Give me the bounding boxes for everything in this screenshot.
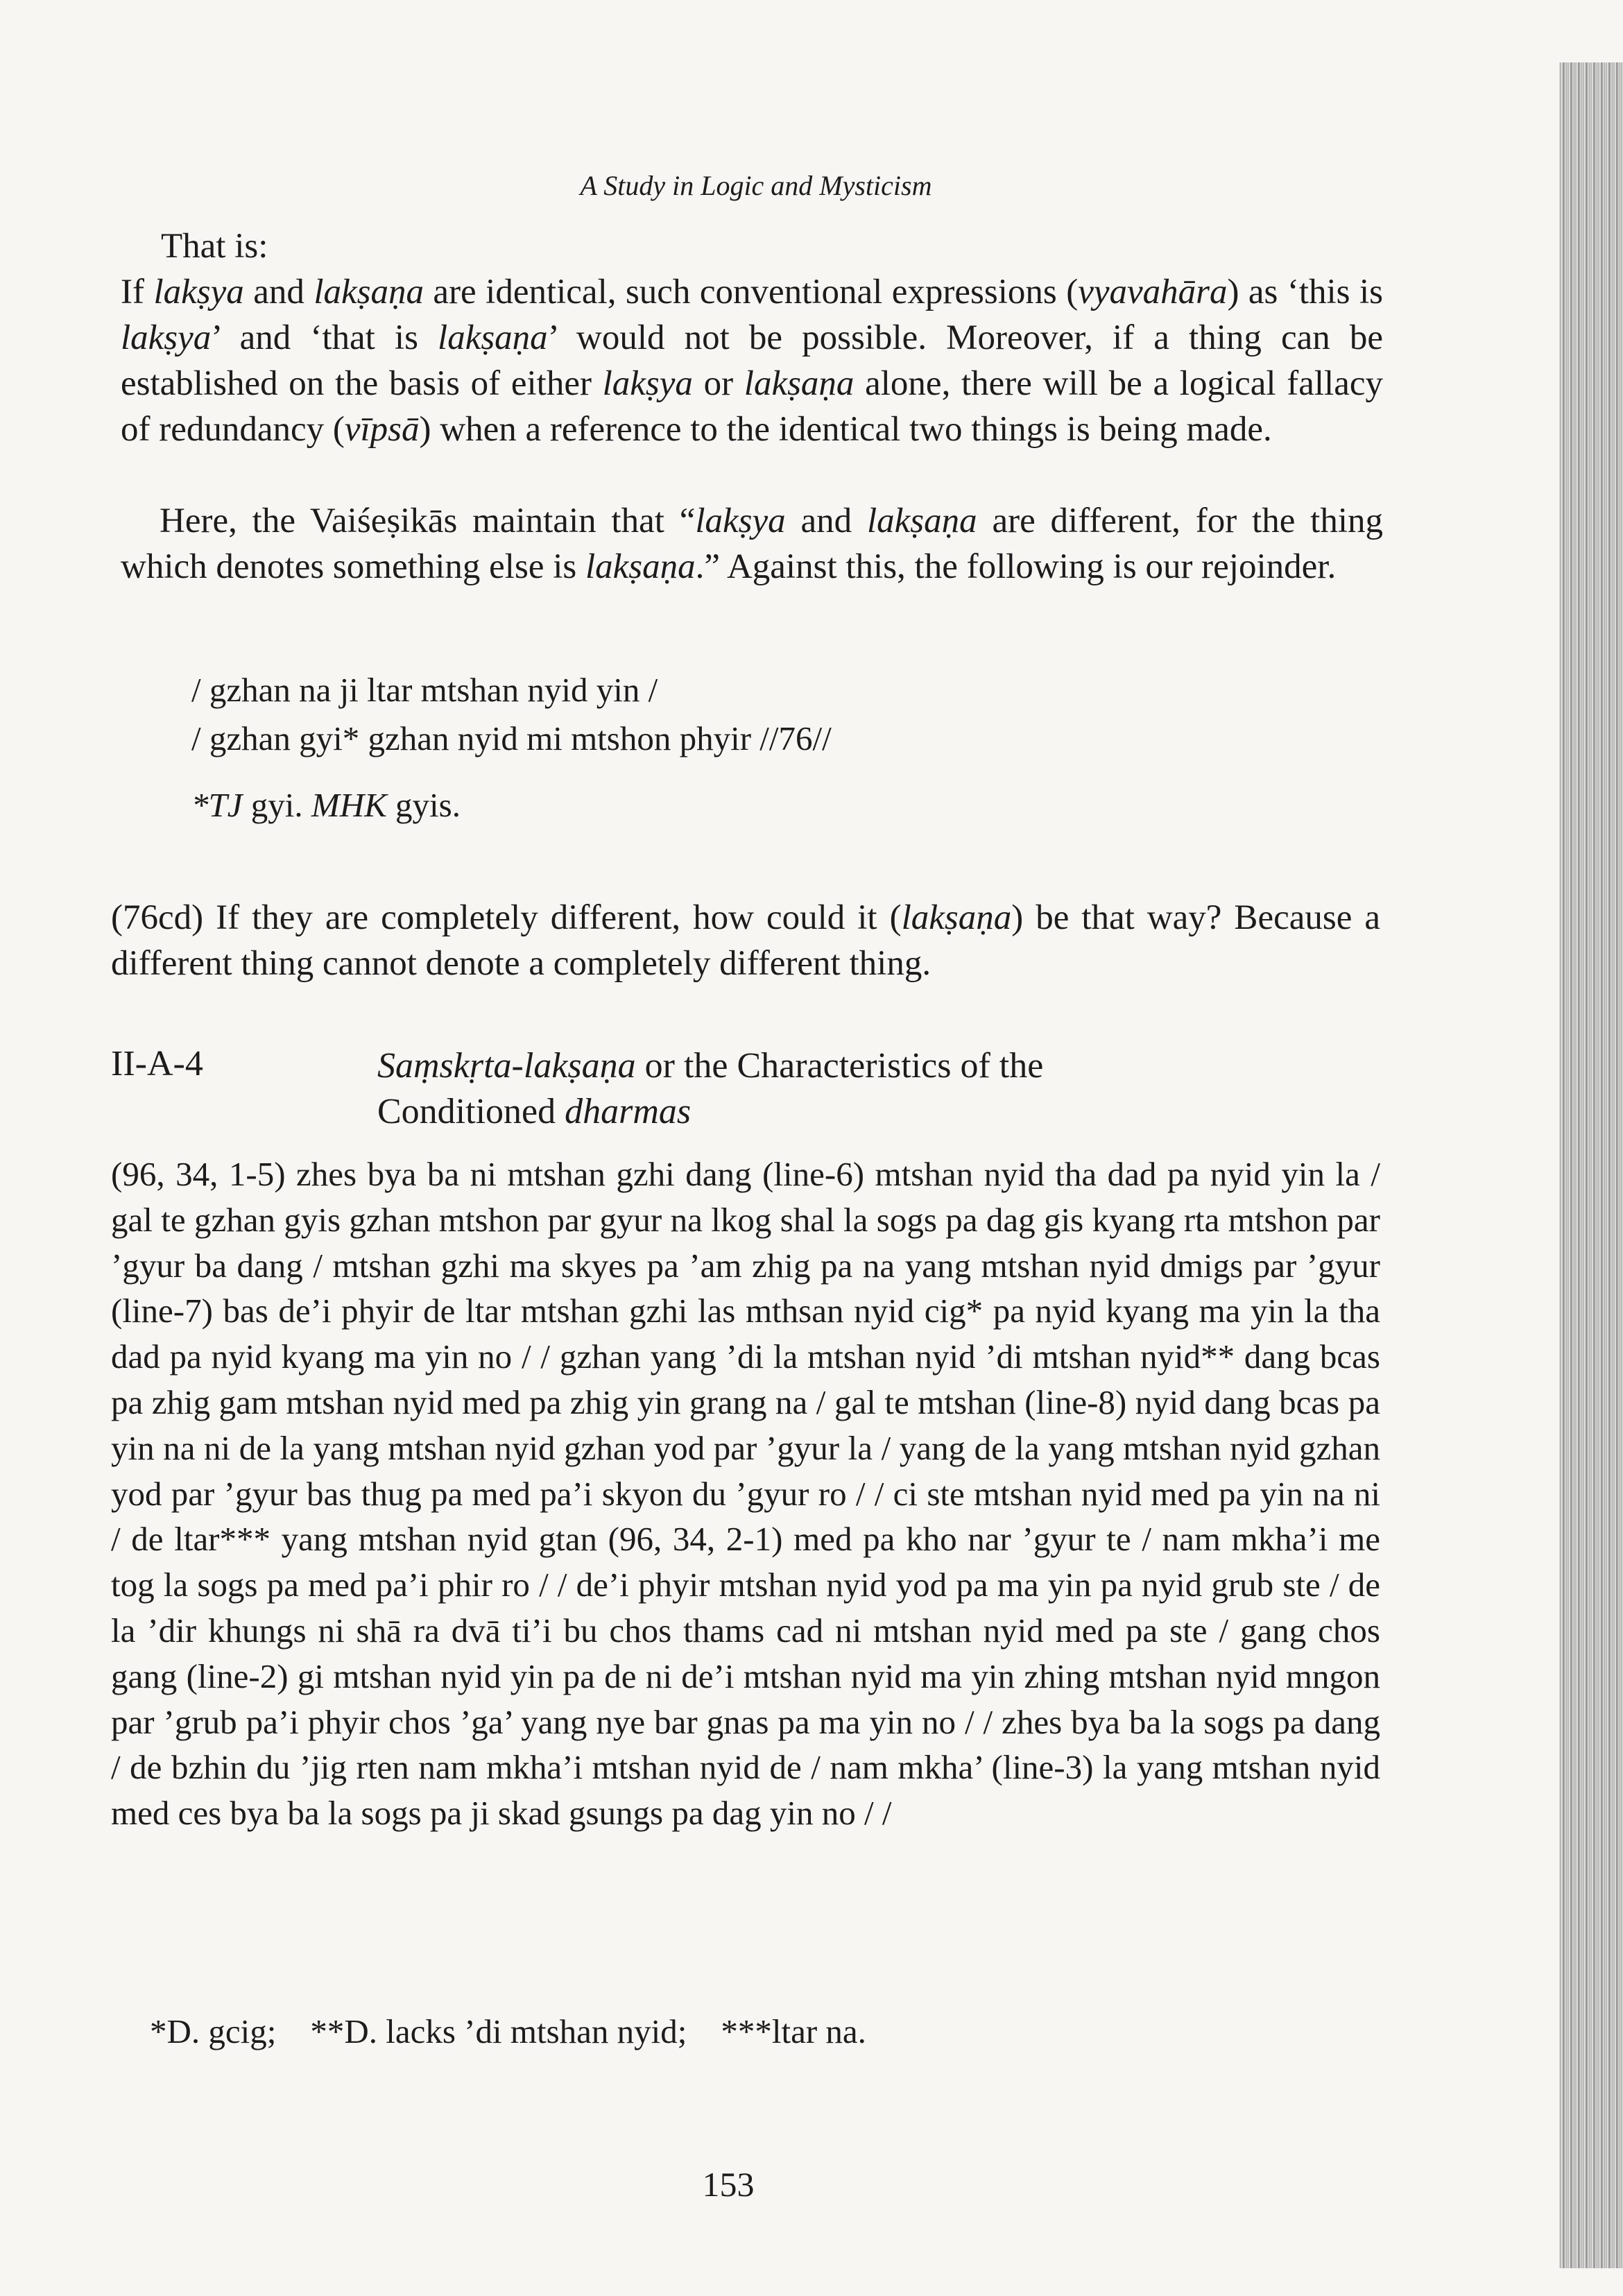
passage-footnotes: *D. gcig; **D. lacks ’di mtshan nyid; ***ltar na. [150,2012,866,2050]
verse-line-2: / gzhan gyi* gzhan nyid mi mtshon phyir //76// [191,719,832,757]
tibetan-passage: (96, 34, 1-5) zhes bya ba ni mtshan gzhi dang (line-6) mtshan nyid tha dad pa nyid yin la / gal te gzhan gyis gzhan mtshon par gyur na lkog shal la sogs pa dag gis kyang rta mtshon par ’gyur ba dang / mtshan gzhi ma skyes pa ’am zhig pa na yang mtshan nyid dmigs par ’gyur (line-7) bas de’i phyir de ltar mtshan gzhi las mthsan nyid cig* pa nyid kyang ma yin la tha dad pa nyid kyang ma yin no / / gzhan yang ’di la mtshan nyid ’di mtshan nyid** dang bcas pa zhig gam mtshan nyid med pa zhig yin grang na / gal te mtshan (line-8) nyid dang bcas pa yin na ni de la yang mtshan nyid gzhan yod par ’gyur la / yang de la yang mtshan nyid gzhan yod par ’gyur bas thug pa med pa’i skyon du ’gyur ro / / ci ste mtshan nyid med pa yin na ni / de ltar*** yang mtshan nyid gtan (96, 34, 2-1) med pa kho nar ’gyur te / nam mkha’i me tog la sogs pa med pa’i phir ro / / de’i phyir mtshan nyid yod pa ma yin pa nyid grub ste / de la ’dir khungs ni shā ra dvā ti’i bu chos thams cad ni mtshan nyid med pa ste / gang chos gang (line-2) gi mtshan nyid yin pa de ni de’i mtshan nyid ma yin zhing mtshan nyid mngon par ’grub pa’i phyir chos ’ga’ yang nye bar gnas pa ma yin no / / zhes bya ba la sogs pa dang / de bzhin du ’jig rten nam mkha’i mtshan nyid de / nam mkha’ (line-3) la yang mtshan nyid med ces bya ba la sogs pa ji skad gsungs pa dag yin no / / [111,1155,1380,1833]
section-title: Saṃskṛta-lakṣaṇa or the Characteristics of the Conditioned dharmas [377,1046,1044,1131]
page-number: 153 [702,2165,755,2204]
paragraph-76cd: (76cd) If they are completely different, how could it (lakṣaṇa) be that way? Because a different thing cannot denote a completely different thing. [111,898,1380,983]
paragraph-vaisesikas: Here, the Vaiśeṣikās maintain that “lakṣya and lakṣaṇa are different, for the thing which denotes something else is lakṣaṇa.” Against this, the following is our rejoinder. [121,502,1384,586]
verse-variant-note: *TJ gyi. MHK gyis. [191,786,461,824]
verse-line-1: / gzhan na ji ltar mtshan nyid yin / [191,671,658,709]
paragraph-identity: If lakṣya and lakṣaṇa are identical, such conventional expressions (vyavahāra) as ‘this is lakṣya’ and ‘that is lakṣaṇa’ would not be possible. Moreover, if a thing can be established on the basis of either lakṣya or lakṣaṇa alone, there will be a logical fallacy of redundancy (vīpsā) when a reference to the identical two things is being made. [121,273,1384,449]
page-edge-shadow [1559,62,1623,2268]
section-number: II-A-4 [111,1044,203,1083]
tibetan-verse [191,666,1232,763]
that-is-line: That is: [161,227,268,266]
running-head: A Study in Logic and Mysticism [580,170,932,201]
